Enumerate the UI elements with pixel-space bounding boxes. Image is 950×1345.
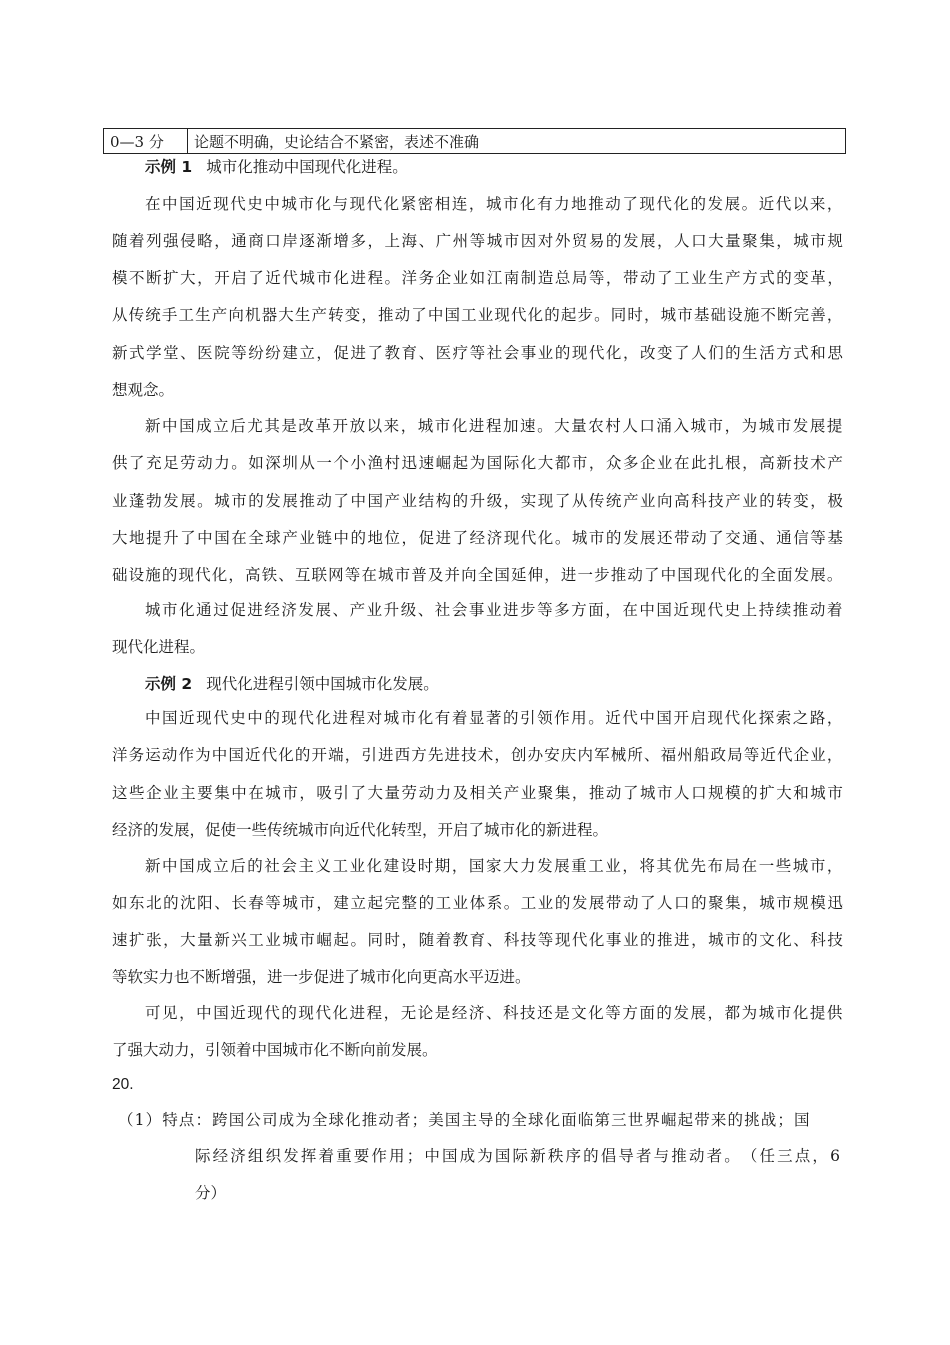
scoring-table bbox=[103, 128, 846, 154]
example1-label: 示例 1 bbox=[145, 158, 193, 176]
example2-heading bbox=[145, 674, 439, 694]
text-line: 模 不 断 扩 大 ， 开 启 了 近 代 城 市 化 进 程 。 洋 务 企 业 如 江 南 制 造 总 局 等 ， 带 动 了 工 业 生 产 方 式 的 变 革 ， bbox=[112, 269, 843, 287]
text-line: 大 地 提 升 了 中 国 在 全 球 产 业 链 中 的 地 位 ， 促 进 了 经 济 现 代 化 。 城 市 的 发 展 还 带 动 了 交 通 、 通 信 等 基 bbox=[112, 529, 843, 547]
text-line: 可 见 ， 中 国 近 现 代 的 现 代 化 进 程 ， 无 论 是 经 济 、 科 技 还 是 文 化 等 方 面 的 发 展 ， 都 为 城 市 化 提 供 bbox=[145, 1004, 843, 1022]
text-line: 等软实力也不断增强，进一步促进了城市化向更高水平迈进。 bbox=[112, 968, 531, 986]
text-line: 经济的发展，促使一些传统城市向近代化转型，开启了城市化的新进程。 bbox=[112, 821, 609, 839]
score-criteria-cell: 论题不明确，史论结合不紧密，表述不准确 bbox=[188, 129, 846, 154]
example2-title: 现代化进程引领中国城市化发展。 bbox=[206, 675, 439, 693]
text-line: 速 扩 张 ， 大 量 新 兴 工 业 城 市 崛 起 。 同 时 ， 随 着 教 育 、 科 技 等 现 代 化 事 业 的 推 进 ， 城 市 的 文 化 、 科 技 bbox=[112, 931, 843, 949]
text-line: 新 式 学 堂 、 医 院 等 纷 纷 建 立 ， 促 进 了 教 育 、 医 疗 等 社 会 事 业 的 现 代 化 ， 改 变 了 人 们 的 生 活 方 式 和 思 bbox=[112, 344, 843, 362]
text-line: 洋 务 运 动 作 为 中 国 近 代 化 的 开 端 ， 引 进 西 方 先 进 技 术 ， 创 办 安 庆 内 军 械 所 、 福 州 船 政 局 等 近 代 企 业 ， bbox=[112, 746, 843, 764]
scoring-row bbox=[104, 129, 846, 154]
answer-line-1: （ 1 ） 特 点 ： 跨 国 公 司 成 为 全 球 化 推 动 者 ； 美 国 主 导 的 全 球 化 面 临 第 三 世 界 崛 起 带 来 的 挑 战 ； 国 bbox=[118, 1111, 810, 1129]
example1-heading bbox=[145, 157, 408, 177]
text-line: 业 蓬 勃 发 展 。 城 市 的 发 展 推 动 了 中 国 产 业 结 构 的 升 级 ， 实 现 了 从 传 统 产 业 向 高 科 技 产 业 的 转 变 ， 极 bbox=[112, 492, 843, 510]
text-line: 了强大动力，引领着中国城市化不断向前发展。 bbox=[112, 1041, 438, 1059]
question-number: 20. bbox=[112, 1076, 134, 1093]
text-line: 这 些 企 业 主 要 集 中 在 城 市 ， 吸 引 了 大 量 劳 动 力 及 相 关 产 业 聚 集 ， 推 动 了 城 市 人 口 规 模 的 扩 大 和 城 市 bbox=[112, 784, 843, 802]
answer-line-2: 际 经 济 组 织 发 挥 着 重 要 作 用 ； 中 国 成 为 国 际 新 秩 序 的 倡 导 者 与 推 动 者 。 （ 任 三 点 ， 6 bbox=[195, 1147, 840, 1165]
score-range-cell: 0—3 分 bbox=[104, 129, 188, 154]
example1-title: 城市化推动中国现代化进程。 bbox=[206, 158, 408, 176]
text-line: 城 市 化 通 过 促 进 经 济 发 展 、 产 业 升 级 、 社 会 事 业 进 步 等 多 方 面 ， 在 中 国 近 现 代 史 上 持 续 推 动 着 bbox=[145, 601, 843, 619]
text-line: 想观念。 bbox=[112, 381, 175, 399]
text-line: 新 中 国 成 立 后 尤 其 是 改 革 开 放 以 来 ， 城 市 化 进 程 加 速 。 大 量 农 村 人 口 涌 入 城 市 ， 为 城 市 发 展 提 bbox=[145, 417, 843, 435]
text-line: 如 东 北 的 沈 阳 、 长 春 等 城 市 ， 建 立 起 完 整 的 工 业 体 系 。 工 业 的 发 展 带 动 了 人 口 的 聚 集 ， 城 市 规 模 迅 bbox=[112, 894, 843, 912]
text-line: 从 传 统 手 工 生 产 向 机 器 大 生 产 转 变 ， 推 动 了 中 国 工 业 现 代 化 的 起 步 。 同 时 ， 城 市 基 础 设 施 不 断 完 善 ， bbox=[112, 306, 843, 324]
text-line: 现代化进程。 bbox=[112, 638, 206, 656]
text-line: 新 中 国 成 立 后 的 社 会 主 义 工 业 化 建 设 时 期 ， 国 家 大 力 发 展 重 工 业 ， 将 其 优 先 布 局 在 一 些 城 市 ， bbox=[145, 857, 843, 875]
text-line: 随 着 列 强 侵 略 ， 通 商 口 岸 逐 渐 增 多 ， 上 海 、 广 州 等 城 市 因 对 外 贸 易 的 发 展 ， 人 口 大 量 聚 集 ， 城 市 规 bbox=[112, 232, 843, 250]
text-line: 在 中 国 近 现 代 史 中 城 市 化 与 现 代 化 紧 密 相 连 ， 城 市 化 有 力 地 推 动 了 现 代 化 的 发 展 。 近 代 以 来 ， bbox=[145, 195, 843, 213]
text-line: 础 设 施 的 现 代 化 ， 高 铁 、 互 联 网 等 在 城 市 普 及 并 向 全 国 延 伸 ， 进 一 步 推 动 了 中 国 现 代 化 的 全 面 发 展 。 bbox=[112, 566, 843, 584]
answer-line-3: 分） bbox=[195, 1184, 227, 1202]
text-line: 中 国 近 现 代 史 中 的 现 代 化 进 程 对 城 市 化 有 着 显 著 的 引 领 作 用 。 近 代 中 国 开 启 现 代 化 探 索 之 路 ， bbox=[145, 709, 843, 727]
text-line: 供 了 充 足 劳 动 力 。 如 深 圳 从 一 个 小 渔 村 迅 速 崛 起 为 国 际 化 大 都 市 ， 众 多 企 业 在 此 扎 根 ， 高 新 技 术 产 bbox=[112, 454, 843, 472]
example2-label: 示例 2 bbox=[145, 675, 193, 693]
